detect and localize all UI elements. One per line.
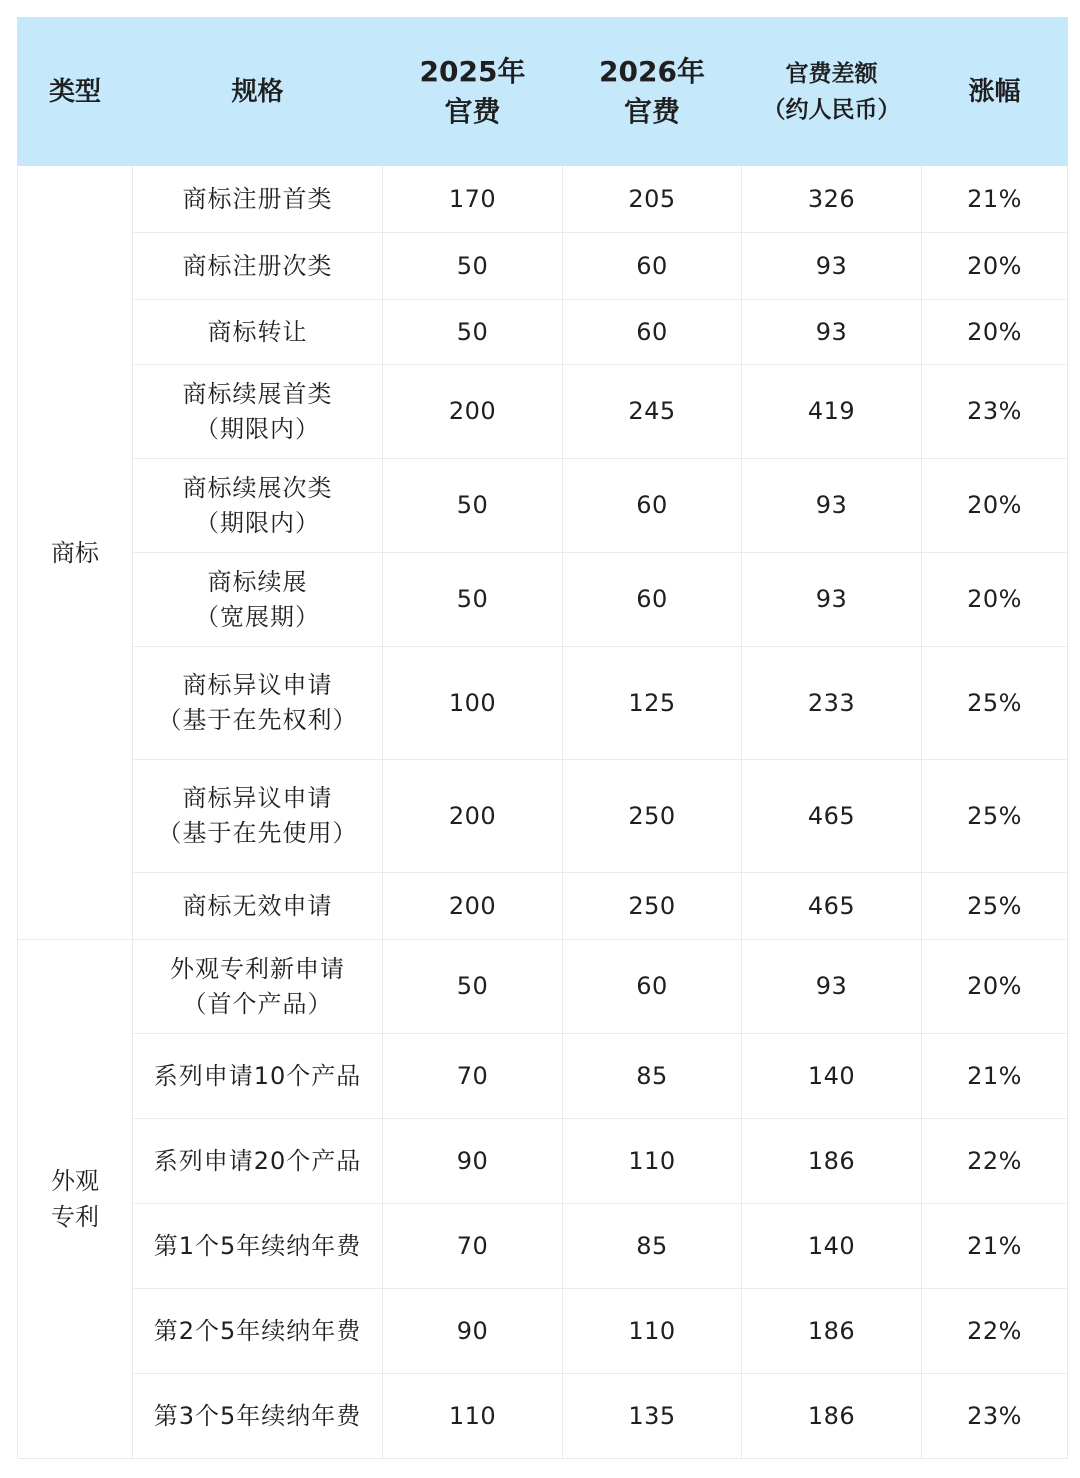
increase-rate-cell: 22% [922, 1289, 1068, 1374]
header-fee-2025: 2025年 官费 [383, 18, 563, 166]
fee-difference-cell: 233 [742, 647, 922, 760]
spec-cell: 商标续展 （宽展期） [133, 553, 383, 647]
header-row [18, 18, 1068, 166]
spec-cell: 第3个5年续纳年费 [133, 1374, 383, 1459]
fee-2026-cell: 205 [563, 166, 742, 233]
table-row [18, 1119, 1068, 1204]
header-type: 类型 [18, 18, 133, 166]
table-row [18, 365, 1068, 459]
increase-rate-cell: 23% [922, 365, 1068, 459]
increase-rate-cell: 20% [922, 300, 1068, 365]
fee-difference-cell: 93 [742, 459, 922, 553]
spec-cell: 商标异议申请 （基于在先权利） [133, 647, 383, 760]
table-row [18, 1374, 1068, 1459]
fee-comparison-table [17, 17, 1068, 1459]
table-row [18, 760, 1068, 873]
fee-difference-cell: 93 [742, 553, 922, 647]
fee-difference-cell: 186 [742, 1374, 922, 1459]
fee-difference-cell: 465 [742, 760, 922, 873]
increase-rate-cell: 25% [922, 873, 1068, 940]
fee-2025-cell: 90 [383, 1119, 563, 1204]
table-row [18, 1034, 1068, 1119]
increase-rate-cell: 20% [922, 553, 1068, 647]
fee-difference-cell: 140 [742, 1034, 922, 1119]
table-row [18, 300, 1068, 365]
fee-2025-cell: 170 [383, 166, 563, 233]
fee-2026-cell: 110 [563, 1289, 742, 1374]
increase-rate-cell: 23% [922, 1374, 1068, 1459]
increase-rate-cell: 21% [922, 1034, 1068, 1119]
increase-rate-cell: 20% [922, 459, 1068, 553]
fee-2026-cell: 250 [563, 760, 742, 873]
fee-difference-cell: 419 [742, 365, 922, 459]
table-row [18, 459, 1068, 553]
increase-rate-cell: 20% [922, 233, 1068, 300]
fee-2026-cell: 125 [563, 647, 742, 760]
fee-2026-cell: 250 [563, 873, 742, 940]
fee-2026-cell: 85 [563, 1034, 742, 1119]
table-row [18, 233, 1068, 300]
fee-2025-cell: 50 [383, 940, 563, 1034]
fee-2025-cell: 200 [383, 760, 563, 873]
spec-cell: 系列申请10个产品 [133, 1034, 383, 1119]
table-row [18, 647, 1068, 760]
spec-cell: 系列申请20个产品 [133, 1119, 383, 1204]
spec-cell: 第1个5年续纳年费 [133, 1204, 383, 1289]
fee-2025-cell: 50 [383, 233, 563, 300]
fee-2026-cell: 60 [563, 553, 742, 647]
fee-difference-cell: 93 [742, 940, 922, 1034]
increase-rate-cell: 21% [922, 166, 1068, 233]
increase-rate-cell: 21% [922, 1204, 1068, 1289]
fee-table-container [17, 17, 1068, 1459]
spec-cell: 商标续展次类 （期限内） [133, 459, 383, 553]
spec-cell: 商标无效申请 [133, 873, 383, 940]
type-cell: 外观 专利 [18, 940, 133, 1459]
spec-cell: 第2个5年续纳年费 [133, 1289, 383, 1374]
fee-2025-cell: 50 [383, 459, 563, 553]
fee-difference-cell: 465 [742, 873, 922, 940]
table-row [18, 166, 1068, 233]
increase-rate-cell: 22% [922, 1119, 1068, 1204]
spec-cell: 商标注册首类 [133, 166, 383, 233]
fee-2025-cell: 50 [383, 300, 563, 365]
spec-cell: 商标异议申请 （基于在先使用） [133, 760, 383, 873]
increase-rate-cell: 20% [922, 940, 1068, 1034]
fee-difference-cell: 93 [742, 300, 922, 365]
spec-cell: 商标转让 [133, 300, 383, 365]
fee-difference-cell: 140 [742, 1204, 922, 1289]
fee-2025-cell: 70 [383, 1204, 563, 1289]
header-fee-2026: 2026年 官费 [563, 18, 742, 166]
spec-cell: 商标续展首类 （期限内） [133, 365, 383, 459]
spec-cell: 商标注册次类 [133, 233, 383, 300]
fee-2025-cell: 70 [383, 1034, 563, 1119]
fee-2026-cell: 85 [563, 1204, 742, 1289]
table-row [18, 940, 1068, 1034]
header-fee-difference: 官费差额 （约人民币） [742, 18, 922, 166]
type-cell: 商标 [18, 166, 133, 940]
fee-2025-cell: 100 [383, 647, 563, 760]
fee-2026-cell: 245 [563, 365, 742, 459]
fee-2026-cell: 60 [563, 233, 742, 300]
fee-2026-cell: 135 [563, 1374, 742, 1459]
fee-2026-cell: 60 [563, 459, 742, 553]
table-row [18, 873, 1068, 940]
fee-2025-cell: 50 [383, 553, 563, 647]
spec-cell: 外观专利新申请 （首个产品） [133, 940, 383, 1034]
header-increase-rate: 涨幅 [922, 18, 1068, 166]
fee-difference-cell: 186 [742, 1289, 922, 1374]
table-row [18, 1289, 1068, 1374]
header-spec: 规格 [133, 18, 383, 166]
fee-difference-cell: 186 [742, 1119, 922, 1204]
fee-2026-cell: 60 [563, 300, 742, 365]
increase-rate-cell: 25% [922, 647, 1068, 760]
table-row [18, 553, 1068, 647]
fee-2025-cell: 90 [383, 1289, 563, 1374]
fee-2026-cell: 60 [563, 940, 742, 1034]
fee-2025-cell: 200 [383, 365, 563, 459]
fee-2025-cell: 110 [383, 1374, 563, 1459]
increase-rate-cell: 25% [922, 760, 1068, 873]
table-row [18, 1204, 1068, 1289]
fee-2025-cell: 200 [383, 873, 563, 940]
fee-difference-cell: 326 [742, 166, 922, 233]
fee-2026-cell: 110 [563, 1119, 742, 1204]
fee-difference-cell: 93 [742, 233, 922, 300]
